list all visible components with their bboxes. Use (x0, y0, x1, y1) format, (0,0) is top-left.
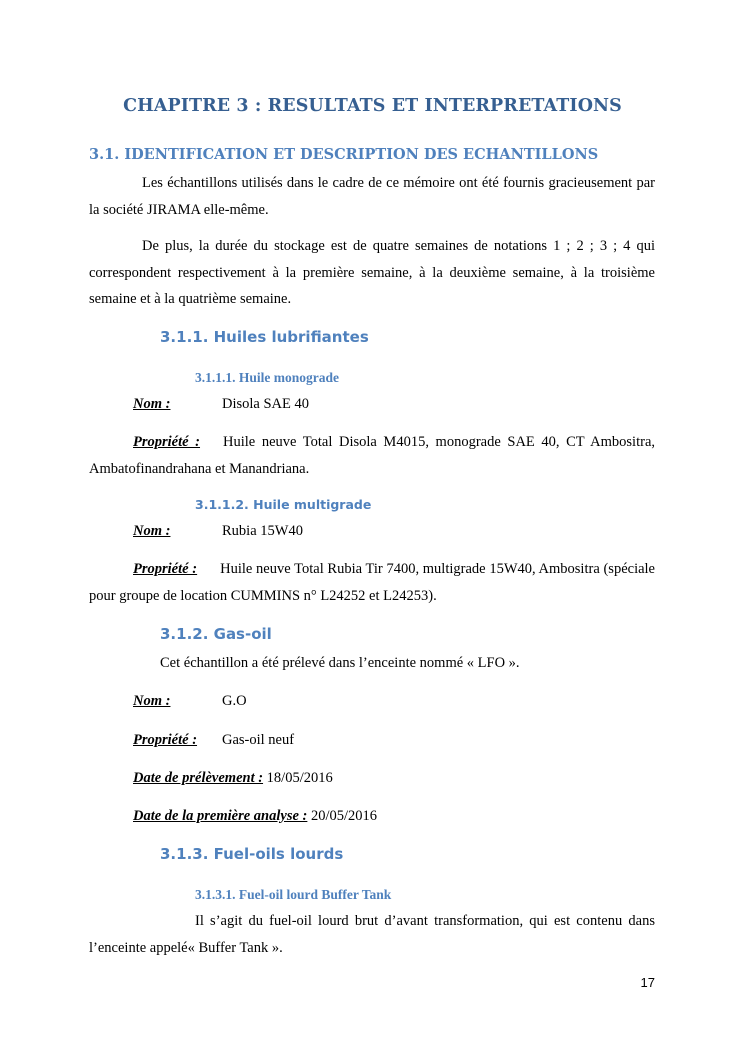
section-heading-3-1-1-1: 3.1.1.1. Huile monograde (195, 370, 339, 385)
property-label: Propriété : (133, 561, 198, 577)
page-number: 17 (640, 975, 655, 990)
paragraph-samples-source: Les échantillons utilisés dans le cadre de ce mémoire ont été fournis gracieusement par la société JIRAMA elle-même. (89, 175, 655, 218)
sampling-date-label: Date de prélèvement : (133, 770, 264, 786)
section-heading-3-1-3: 3.1.3. Fuel-oils lourds (160, 845, 344, 863)
section-heading-3-1-2: 3.1.2. Gas-oil (160, 625, 272, 643)
chapter-title: CHAPITRE 3 : RESULTATS ET INTERPRETATIONS (123, 96, 622, 116)
property-label: Propriété : (133, 434, 201, 450)
gasoil-analysis-date-row (133, 806, 377, 826)
monograde-name-row (133, 394, 309, 414)
property-value: Huile neuve Total Rubia Tir 7400, multigrade 15W40, Ambositra (spéciale pour groupe de location CUMMINS n° L24252 et L24253). (89, 561, 655, 604)
section-heading-3-1: 3.1. IDENTIFICATION ET DESCRIPTION DES ECHANTILLONS (89, 146, 599, 163)
property-value: Gas-oil neuf (222, 732, 295, 748)
gasoil-property-row (133, 730, 294, 750)
paragraph-storage-duration: De plus, la durée du stockage est de quatre semaines de notations 1 ; 2 ; 3 ; 4 qui correspondent respectivement à la première semaine, à la deuxième semaine, à la troisième semaine et à la quatrième semaine. (89, 238, 655, 307)
property-value: Huile neuve Total Disola M4015, monograde SAE 40, CT Ambositra, Ambatofinandrahana et Manandriana. (89, 434, 656, 477)
multigrade-name-row (133, 521, 303, 541)
sampling-date-value: 18/05/2016 (266, 770, 333, 786)
gasoil-intro: Cet échantillon a été prélevé dans l’enceinte nommé « LFO ». (160, 655, 520, 671)
property-label: Propriété : (133, 732, 198, 748)
monograde-property (89, 429, 655, 482)
name-label: Nom : (133, 523, 171, 539)
section-heading-3-1-3-1: 3.1.3.1. Fuel-oil lourd Buffer Tank (195, 887, 392, 902)
gasoil-sampling-date-row (133, 768, 333, 788)
analysis-date-value: 20/05/2016 (311, 808, 378, 824)
paragraph-buffer-tank: Il s’agit du fuel-oil lourd brut d’avant transformation, qui est contenu dans l’enceinte appelé« Buffer Tank ». (89, 913, 655, 956)
name-value: Rubia 15W40 (222, 523, 303, 539)
section-heading-3-1-1: 3.1.1. Huiles lubrifiantes (160, 328, 369, 346)
name-value: G.O (222, 693, 247, 709)
analysis-date-label: Date de la première analyse : (133, 808, 308, 824)
section-heading-3-1-1-2: 3.1.1.2. Huile multigrade (195, 497, 372, 512)
name-label: Nom : (133, 693, 171, 709)
name-value: Disola SAE 40 (222, 396, 309, 412)
gasoil-name-row (133, 691, 247, 711)
name-label: Nom : (133, 396, 171, 412)
multigrade-property (89, 556, 655, 609)
